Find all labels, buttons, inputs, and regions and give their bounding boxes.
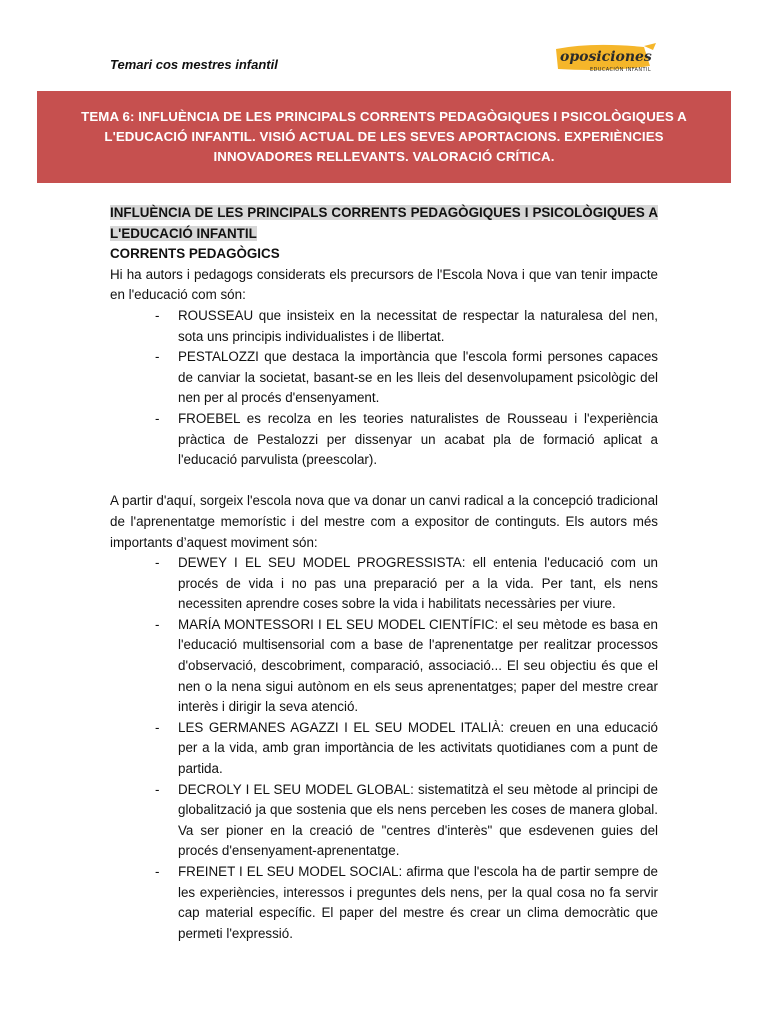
escola-nova-paragraph: A partir d'aquí, sorgeix l'escola nova que va donar un canvi radical a la concepció tradicional de l'aprenentatge memorístic i del mestre com a expositor de continguts. Els autors més importants d’aquest moviment són:: [110, 493, 658, 550]
document-header-title: Temari cos mestres infantil: [110, 57, 278, 72]
authors-list: [110, 553, 658, 944]
topic-banner: [37, 91, 731, 183]
list-item: [110, 306, 658, 347]
bullet-dash: -: [155, 616, 160, 632]
list-item-text: PESTALOZZI que destaca la importància que l'escola formi persones capaces de canviar la societat, basant-se en les lleis del desenvolupament psicològic del nen per al procés d'ensenyament.: [178, 349, 658, 406]
logo-text: oposiciones: [560, 49, 652, 65]
topic-title: TEMA 6: INFLUÈNCIA DE LES PRINCIPALS CORRENTS PEDAGÒGIQUES I PSICOLÒGIQUES A L'EDUCACIÓ INFANTIL. VISIÓ ACTUAL DE LES SEVES APORTACIONS. EXPERIÈNCIES INNOVADORES RELLEVANTS. VALORACIÓ CRÍTICA.: [81, 109, 687, 164]
list-item: [110, 615, 658, 718]
list-item: [110, 862, 658, 944]
document-body: [110, 203, 658, 944]
bullet-dash: -: [155, 555, 160, 571]
list-item-text: FREINET I EL SEU MODEL SOCIAL: afirma que l'escola ha de partir sempre de les experiències, interessos i preguntes dels nens, per la qual cosa no fa servir cap material específic. El paper del mestre és crear un clima democràtic que permeti l'expressió.: [178, 864, 658, 941]
bullet-dash: -: [155, 719, 160, 735]
subheading: CORRENTS PEDAGÒGICS: [110, 246, 280, 262]
list-item-text: FROEBEL es recolza en les teories naturalistes de Rousseau i l'experiència pràctica de Pestalozzi per dissenyar un acabat pla de formació aplicat a l'educació parvulista (preescolar).: [178, 410, 658, 468]
list-item: [110, 553, 658, 615]
logo-subtext: EDUCACIÓN INFANTIL: [590, 67, 652, 73]
bullet-dash: -: [155, 307, 160, 323]
list-item-text: DEWEY I EL SEU MODEL PROGRESSISTA: ell entenia l'educació com un procés de vida i no pas una preparació per a la vida. Per tant, els nens necessiten aprendre coses sobre la vida i habilitats necessàries per viure.: [178, 555, 658, 612]
list-item-text: MARÍA MONTESSORI I EL SEU MODEL CIENTÍFIC: el seu mètode es basa en l'educació multisensorial com a base de l'aprenentatge per realitzar processos d'observació, descobriment, comparació, associació... El seu objectiu és que el nen o la nena sigui autònom en els seus aprenentatges; paper del mestre crear interès i dirigir la seva atenció.: [178, 616, 658, 715]
section-heading-text: INFLUÈNCIA DE LES PRINCIPALS CORRENTS PEDAGÒGIQUES I PSICOLÒGIQUES A L'EDUCACIÓ INFANTIL: [110, 205, 658, 241]
list-item-text: ROUSSEAU que insisteix en la necessitat de respectar la naturalesa del nen, sota uns principis individualistes i de llibertat.: [178, 307, 658, 344]
list-item: [110, 780, 658, 862]
oposiciones-logo: [552, 42, 660, 74]
intro-paragraph: Hi ha autors i pedagogs considerats els precursors de l'Escola Nova i que van tenir impacte en l'educació com són:: [110, 266, 658, 303]
bullet-dash: -: [155, 349, 160, 365]
paragraph-spacer: [110, 471, 658, 492]
list-item: [110, 718, 658, 780]
section-heading: [110, 203, 658, 244]
list-item-text: DECROLY I EL SEU MODEL GLOBAL: sistematitzà el seu mètode al principi de globalització ja que sostenia que els nens perceben les coses de manera global. Va ser pioner en la creació de "centres d'interès" que esdevenen guies del procés d'ensenyament-aprenentatge.: [178, 781, 658, 859]
bullet-dash: -: [155, 410, 160, 426]
precursors-list: [110, 306, 658, 471]
list-item: [110, 409, 658, 471]
list-item-text: LES GERMANES AGAZZI I EL SEU MODEL ITALIÀ: creuen en una educació per a la vida, amb gran importància de les activitats quotidianes com a punt de partida.: [178, 719, 658, 777]
bullet-dash: -: [155, 864, 160, 879]
list-item: [110, 347, 658, 409]
bullet-dash: -: [155, 781, 160, 797]
